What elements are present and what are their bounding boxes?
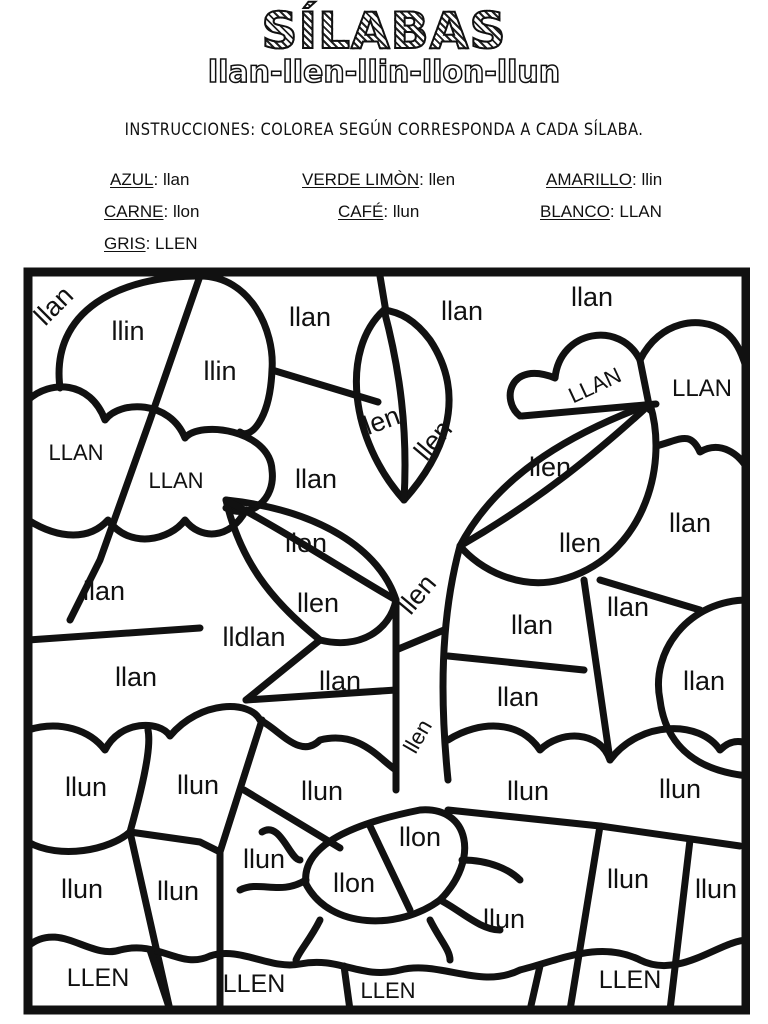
legend-syllable: LLAN xyxy=(619,202,662,221)
region-label: llan xyxy=(440,296,484,326)
region-label: llen xyxy=(398,715,437,758)
region-label: llun xyxy=(156,876,200,906)
region-label: llun xyxy=(64,772,108,802)
picture-frame xyxy=(28,272,746,1010)
region-label: llun xyxy=(60,874,104,904)
legend-color: CARNE xyxy=(104,202,164,221)
region-label: llen xyxy=(392,568,443,620)
region-label: LLEN xyxy=(66,964,130,992)
region-label: LLEN xyxy=(360,978,416,1003)
legend-syllable: LLEN xyxy=(155,234,198,253)
legend-item-amarillo: AMARILLO: llin xyxy=(546,170,663,189)
region-label: llun xyxy=(606,864,650,894)
region-label: llan xyxy=(510,610,554,640)
legend-item-verde-limon: VERDE LIMÒN: llen xyxy=(302,170,456,189)
region-label: llen xyxy=(296,588,340,618)
region-label: llun xyxy=(176,770,220,800)
region-labels xyxy=(28,280,737,1003)
region-label: llen xyxy=(408,414,459,466)
region-label: llun xyxy=(658,774,702,804)
region-label: llan xyxy=(318,666,362,696)
region-label: LLAN xyxy=(148,468,204,493)
legend-item-azul: AZUL: llan xyxy=(110,170,190,189)
region-label: LLAN xyxy=(671,375,733,402)
region-label: llan xyxy=(288,302,332,332)
region-label: llen xyxy=(354,400,404,443)
legend-syllable: llan xyxy=(162,170,190,189)
legend-item-gris: GRIS: LLEN xyxy=(104,234,198,253)
region-label: llun xyxy=(694,874,738,904)
region-label: llen xyxy=(558,528,602,558)
region-label: LLAN xyxy=(564,362,626,409)
region-label: llun xyxy=(506,776,550,806)
region-label: llen xyxy=(284,528,328,558)
region-label: llan xyxy=(294,464,338,494)
legend-item-cafe: CAFÉ: llun xyxy=(338,202,420,221)
legend-color: CAFÉ xyxy=(338,202,384,221)
legend-color: VERDE LIMÒN xyxy=(302,170,420,189)
region-label: llan xyxy=(28,280,80,332)
region-outlines xyxy=(28,276,748,1010)
syllables-subtitle: llan-llen-llin-llon-llun xyxy=(207,55,561,90)
region-label: lldlan xyxy=(222,622,286,652)
region-label: llan xyxy=(668,508,712,538)
region-label: llan xyxy=(682,666,726,696)
legend-color: AZUL xyxy=(110,170,154,189)
instructions-text: INSTRUCCIONES: COLOREA SEGÚN CORRESPONDA A CADA SÍLABA. xyxy=(124,120,644,140)
page-title: SÍLABAS xyxy=(0,4,768,58)
coloring-picture xyxy=(22,266,750,1016)
region-label: llan xyxy=(606,592,650,622)
legend-color: BLANCO xyxy=(540,202,610,221)
region-label: LLEN xyxy=(598,966,662,994)
region-label: llan xyxy=(570,282,614,312)
legend-syllable: llon xyxy=(172,202,200,221)
legend-item-carne: CARNE: llon xyxy=(104,202,200,221)
region-label: llon xyxy=(398,822,442,852)
legend-syllable: llin xyxy=(641,170,663,189)
legend-syllable: llun xyxy=(392,202,420,221)
region-label: llin xyxy=(203,356,237,386)
legend-item-blanco: BLANCO: LLAN xyxy=(540,202,662,221)
region-label: llun xyxy=(242,844,286,874)
region-label: llun xyxy=(482,904,526,934)
region-label: llen xyxy=(528,452,572,482)
region-label: llan xyxy=(82,576,126,606)
region-label: LLEN xyxy=(222,970,286,998)
legend-color: AMARILLO xyxy=(546,170,632,189)
region-label: llun xyxy=(300,776,344,806)
region-label: llon xyxy=(332,868,376,898)
legend-syllable: llen xyxy=(428,170,456,189)
region-label: llin xyxy=(111,316,145,346)
legend-color: GRIS xyxy=(104,234,146,253)
region-label: llan xyxy=(114,662,158,692)
region-label: LLAN xyxy=(48,440,104,465)
region-label: llan xyxy=(496,682,540,712)
